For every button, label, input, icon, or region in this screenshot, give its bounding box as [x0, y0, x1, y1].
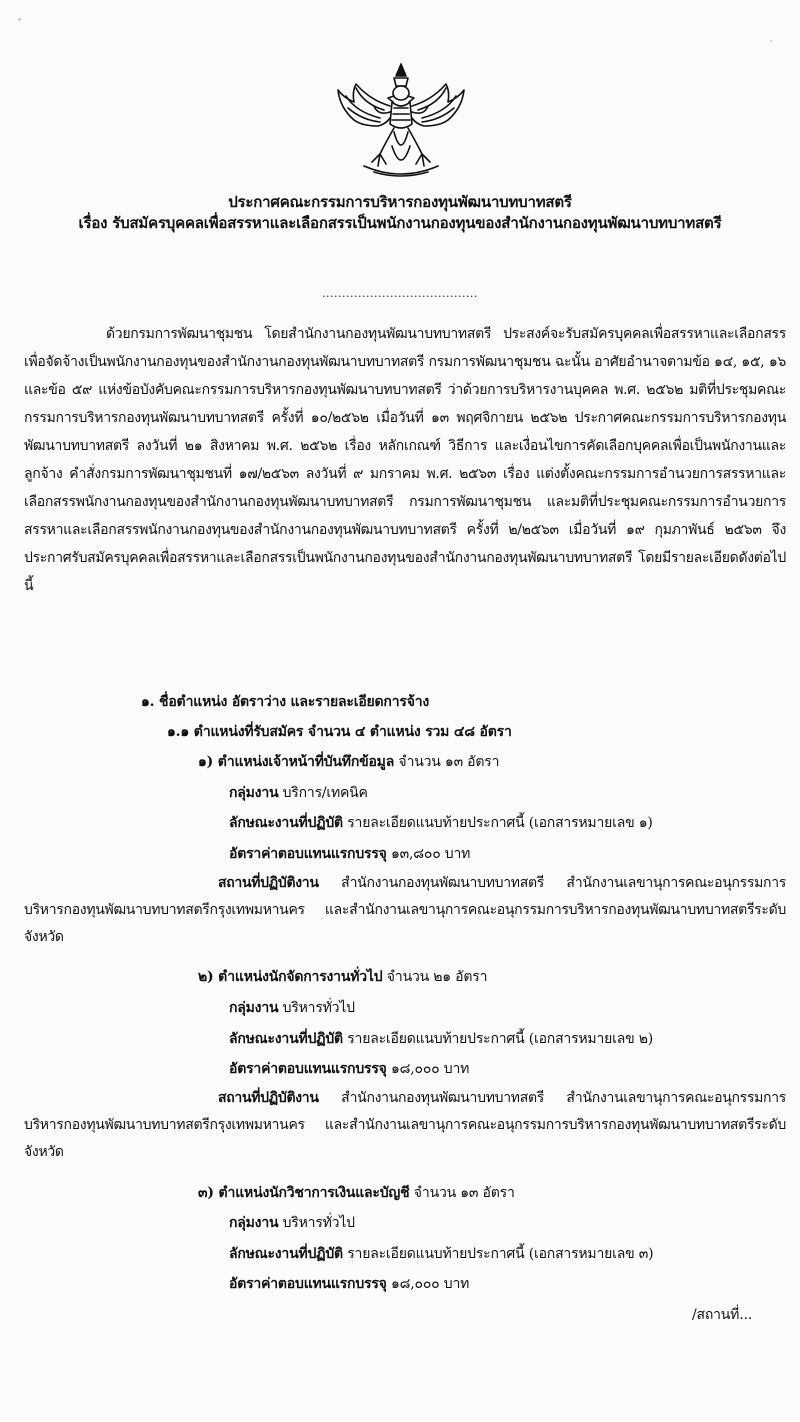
duty-value: รายละเอียดแนบท้ายประกาศนี้ (เอกสารหมายเลข ๑): [347, 815, 653, 831]
position-1-heading: [198, 752, 499, 772]
position-2-location: [24, 1085, 786, 1166]
duty-value: รายละเอียดแนบท้ายประกาศนี้ (เอกสารหมายเลข ๒): [347, 1031, 653, 1047]
position-3-group: [229, 1213, 355, 1233]
position-1-group: [229, 783, 368, 803]
group-label: กลุ่มงาน: [229, 1000, 279, 1016]
location-value: สำนักงานกองทุนพัฒนาบทบาทสตรี สำนักงานเลขานุการคณะอนุกรรมการบริหารกองทุนพัฒนาบทบาทสตรีกรุงเทพมหานคร และสำนักงานเลขานุการคณะอนุกรรมการบริหารกองทุนพัฒนาบทบาทสตรีระดับจังหวัด: [24, 875, 786, 945]
garuda-emblem-icon: [334, 62, 468, 182]
salary-label: อัตราค่าตอบแทนแรกบรรจุ: [229, 846, 387, 862]
position-2-duty: [229, 1029, 653, 1049]
position-count: จำนวน ๒๑ อัตรา: [386, 969, 488, 985]
duty-label: ลักษณะงานที่ปฏิบัติ: [229, 1031, 343, 1047]
position-1-location: [24, 870, 786, 951]
position-2-salary: [229, 1059, 469, 1079]
continuation-marker: /สถานที่...: [692, 1307, 752, 1323]
salary-label: อัตราค่าตอบแทนแรกบรรจุ: [229, 1061, 387, 1077]
group-value: บริหารทั่วไป: [282, 1000, 355, 1016]
title-separator: .......................................: [322, 287, 478, 300]
salary-value: ๑๘,๐๐๐ บาท: [390, 1276, 470, 1292]
position-title: ๓) ตำแหน่งนักวิชาการเงินและบัญชี: [198, 1185, 410, 1201]
group-label: กลุ่มงาน: [229, 1215, 279, 1231]
position-3-heading: [198, 1183, 515, 1203]
group-label: กลุ่มงาน: [229, 785, 279, 801]
section-1-1-heading: ๑.๑ ตำแหน่งที่รับสมัคร จำนวน ๔ ตำแหน่ง รวม ๔๘ อัตรา: [167, 724, 512, 740]
location-label: สถานที่ปฏิบัติงาน: [218, 1090, 319, 1106]
intro-text: ด้วยกรมการพัฒนาชุมชน โดยสำนักงานกองทุนพัฒนาบทบาทสตรี ประสงค์จะรับสมัครบุคคลเพื่อสรรหาและเลือกสรรเพื่อจัดจ้างเป็นพนักงานกองทุนของสำนักงานกองทุนพัฒนาบทบาทสตรี กรมการพัฒนาชุมชน ฉะนั้น อาศัยอำนาจตามข้อ ๑๔, ๑๕, ๑๖ และข้อ ๕๙ แห่งข้อบังคับคณะกรรมการบริหารกองทุนพัฒนาบทบาทสตรี ว่าด้วยการบริหารงานบุคคล พ.ศ. ๒๕๖๒ มติที่ประชุมคณะกรรมการบริหารกองทุนพัฒนาบทบาทสตรี ครั้งที่ ๑๐/๒๕๖๒ เมื่อวันที่ ๑๓ พฤศจิกายน ๒๕๖๒ ประกาศคณะกรรมการบริหารกองทุนพัฒนาบทบาทสตรี ลงวันที่ ๒๑ สิงหาคม พ.ศ. ๒๕๖๒ เรื่อง หลักเกณฑ์ วิธีการ และเงื่อนไขการคัดเลือกบุคคลเพื่อเป็นพนักงานและลูกจ้าง คำสั่งกรมการพัฒนาชุมชนที่ ๑๗/๒๕๖๓ ลงวันที่ ๙ มกราคม พ.ศ. ๒๕๖๓ เรื่อง แต่งตั้งคณะกรรมการอำนวยการสรรหาและเลือกสรรพนักงานกองทุนของสำนักงานกองทุนพัฒนาบทบาทสตรี กรมการพัฒนาชุมชน และมติที่ประชุมคณะกรรมการอำนวยการสรรหาและเลือกสรรพนักงานกองทุนของสำนักงานกองทุนพัฒนาบทบาทสตรี ครั้งที่ ๒/๒๕๖๓ เมื่อวันที่ ๑๙ กุมภาพันธ์ ๒๕๖๓ จึงประกาศรับสมัครบุคคลเพื่อสรรหาและเลือกสรรเป็นพนักงานกองทุนของสำนักงานกองทุนพัฒนาบทบาทสตรี โดยมีรายละเอียดดังต่อไปนี้: [24, 326, 786, 594]
group-value: บริหารทั่วไป: [282, 1215, 355, 1231]
location-label: สถานที่ปฏิบัติงาน: [218, 875, 319, 891]
scan-speck: [18, 18, 21, 21]
position-2-heading: [198, 967, 487, 987]
position-1-salary: [229, 844, 470, 864]
group-value: บริการ/เทคนิค: [282, 785, 368, 801]
position-count: จำนวน ๑๓ อัตรา: [413, 1185, 515, 1201]
duty-value: รายละเอียดแนบท้ายประกาศนี้ (เอกสารหมายเลข ๓): [347, 1246, 654, 1262]
position-title: ๒) ตำแหน่งนักจัดการงานทั่วไป: [198, 969, 383, 985]
scan-speck: [770, 40, 772, 42]
announcement-subject: เรื่อง รับสมัครบุคคลเพื่อสรรหาและเลือกสรรเป็นพนักงานกองทุนของสำนักงานกองทุนพัฒนาบทบาทสตรี: [78, 214, 722, 232]
position-3-salary: [229, 1274, 469, 1294]
intro-paragraph: [24, 320, 786, 600]
duty-label: ลักษณะงานที่ปฏิบัติ: [229, 1246, 343, 1262]
position-count: จำนวน ๑๓ อัตรา: [398, 754, 500, 770]
salary-value: ๑๓,๘๐๐ บาท: [390, 846, 471, 862]
announcement-title: ประกาศคณะกรรมการบริหารกองทุนพัฒนาบทบาทสตรี: [228, 193, 572, 211]
salary-value: ๑๘,๐๐๐ บาท: [390, 1061, 470, 1077]
position-2-group: [229, 998, 355, 1018]
salary-label: อัตราค่าตอบแทนแรกบรรจุ: [229, 1276, 387, 1292]
section-1-heading: ๑. ชื่อตำแหน่ง อัตราว่าง และรายละเอียดการจ้าง: [141, 694, 429, 710]
position-3-duty: [229, 1244, 653, 1264]
duty-label: ลักษณะงานที่ปฏิบัติ: [229, 815, 343, 831]
position-title: ๑) ตำแหน่งเจ้าหน้าที่บันทึกข้อมูล: [198, 754, 395, 770]
location-value: สำนักงานกองทุนพัฒนาบทบาทสตรี สำนักงานเลขานุการคณะอนุกรรมการบริหารกองทุนพัฒนาบทบาทสตรีกรุงเทพมหานคร และสำนักงานเลขานุการคณะอนุกรรมการบริหารกองทุนพัฒนาบทบาทสตรีระดับจังหวัด: [24, 1090, 786, 1160]
position-1-duty: [229, 813, 653, 833]
